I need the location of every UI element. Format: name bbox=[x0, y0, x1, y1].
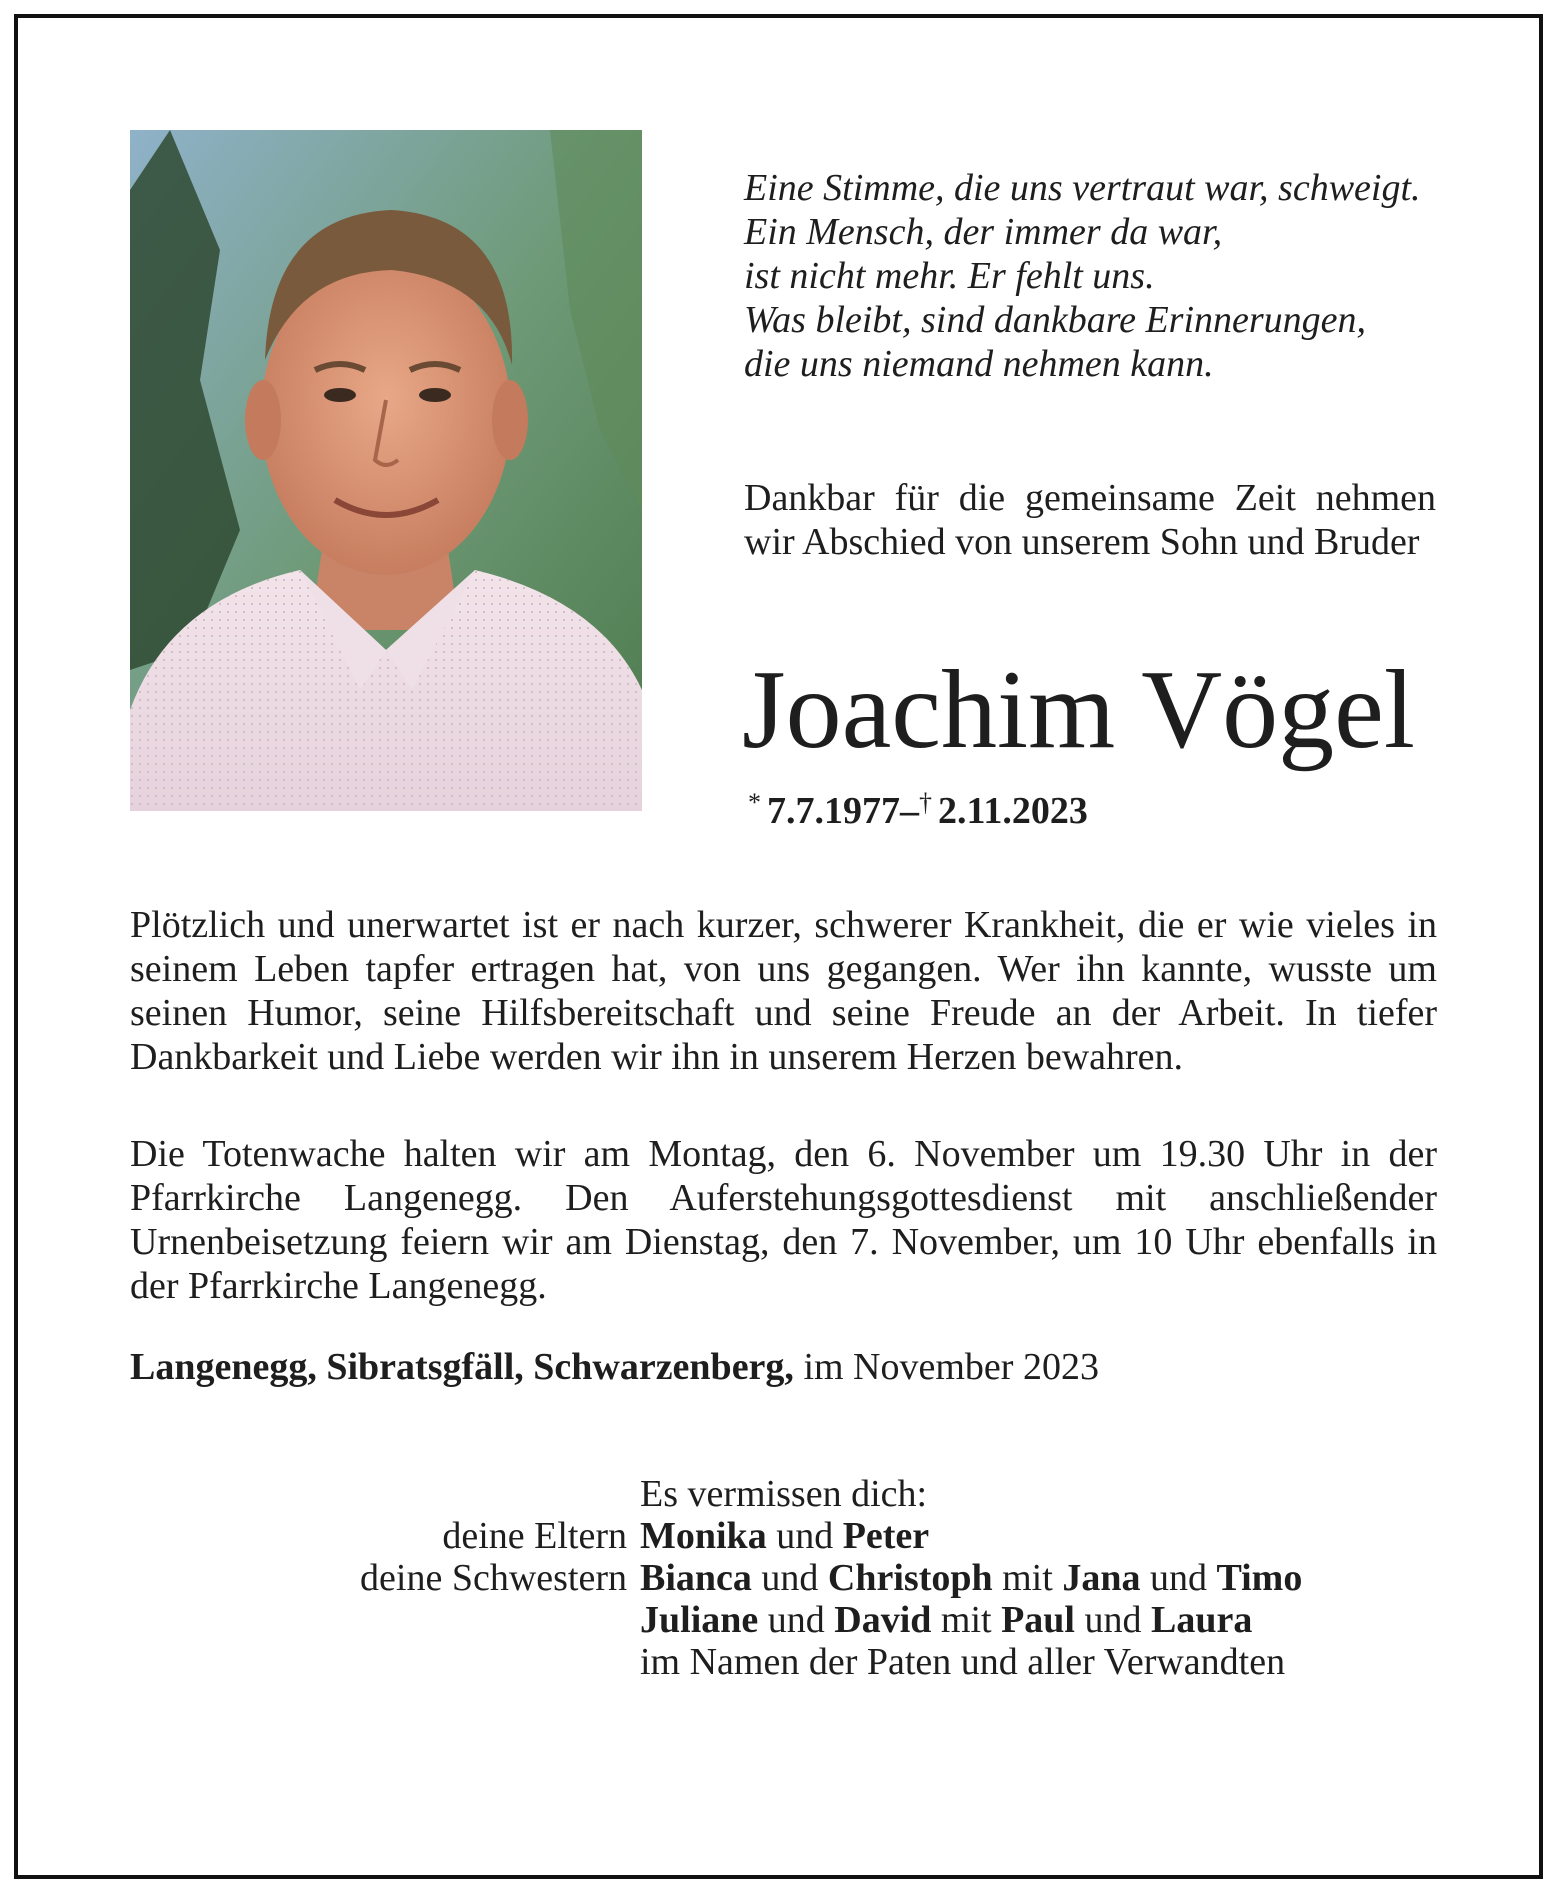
memorial-quote bbox=[744, 166, 1464, 386]
life-dates bbox=[748, 781, 1088, 833]
deceased-name: Joachim Vögel bbox=[742, 648, 1415, 772]
conjunction: und bbox=[767, 1599, 825, 1641]
portrait-photo bbox=[130, 130, 642, 811]
date-separator: – bbox=[900, 790, 919, 832]
quote-line: Ein Mensch, der immer da war, bbox=[744, 211, 1223, 253]
sibling-family-2 bbox=[640, 1598, 1252, 1642]
birth-date: 7.7.1977 bbox=[767, 790, 900, 832]
intro-text: Dankbar für die gemeinsame Zeit nehmen wir Abschied von unserem Sohn und Bruder bbox=[744, 477, 1436, 563]
conjunction: und bbox=[761, 1557, 819, 1599]
child-name: Paul bbox=[1001, 1599, 1075, 1641]
conjunction: und bbox=[776, 1515, 834, 1557]
child-name: Jana bbox=[1062, 1557, 1141, 1599]
parent-name: Peter bbox=[842, 1515, 930, 1557]
child-name: Laura bbox=[1150, 1599, 1253, 1641]
cross-icon: † bbox=[919, 788, 932, 817]
conjunction: und bbox=[1084, 1599, 1142, 1641]
siblings-label: deine Schwestern bbox=[360, 1557, 627, 1599]
parents-label: deine Eltern bbox=[442, 1515, 627, 1557]
sister-name: Bianca bbox=[640, 1557, 752, 1599]
star-icon: * bbox=[748, 788, 761, 817]
conjunction: und bbox=[1149, 1557, 1207, 1599]
closing-line: im Namen der Paten und aller Verwandten bbox=[640, 1641, 1286, 1683]
place-names: Langenegg, Sibratsgfäll, Schwarzenberg, bbox=[130, 1346, 794, 1388]
preposition: mit bbox=[1002, 1557, 1053, 1599]
siblings-row-2 bbox=[0, 1598, 1567, 1640]
sister-name: Juliane bbox=[640, 1599, 759, 1641]
portrait-image bbox=[130, 130, 642, 811]
parent-name: Monika bbox=[640, 1515, 767, 1557]
publication-date: im November 2023 bbox=[803, 1346, 1099, 1388]
quote-line: Eine Stimme, die uns vertraut war, schweigt. bbox=[744, 167, 1421, 209]
closing-row bbox=[0, 1640, 1567, 1682]
paragraph-ceremony: Die Totenwache halten wir am Montag, den 6. November um 19.30 Uhr in der Pfarrkirche Langenegg. Den Auferstehungsgottesdienst mit anschließender Urnenbeisetzung feiern wir am Dienstag, den 7. November, um 10 Uhr ebenfalls in der Pfarrkirche Langenegg. bbox=[130, 1133, 1437, 1307]
quote-line: ist nicht mehr. Er fehlt uns. bbox=[744, 255, 1155, 297]
preposition: mit bbox=[940, 1599, 992, 1641]
siblings-row bbox=[0, 1556, 1567, 1598]
mourners-heading-row bbox=[0, 1472, 1567, 1514]
mourners-block bbox=[0, 1472, 1567, 1682]
quote-line: Was bleibt, sind dankbare Erinnerungen, bbox=[744, 299, 1367, 341]
parents-names bbox=[640, 1514, 929, 1558]
death-date: 2.11.2023 bbox=[938, 790, 1088, 832]
sibling-family-1 bbox=[640, 1556, 1302, 1600]
partner-name: David bbox=[834, 1599, 932, 1641]
place-date-line bbox=[130, 1345, 1099, 1389]
parents-row bbox=[0, 1514, 1567, 1556]
quote-line: die uns niemand nehmen kann. bbox=[744, 343, 1214, 385]
paragraph-farewell: Plötzlich und unerwartet ist er nach kurzer, schwerer Krankheit, die er wie vieles in seinem Leben tapfer ertragen hat, von uns gegangen. Wer ihn kannte, wusste um seinen Humor, seine Hilfsbereitschaft und seine Freude an der Arbeit. In tiefer Dankbarkeit und Liebe werden wir ihn in unserem Herzen bewahren. bbox=[130, 904, 1437, 1078]
partner-name: Christoph bbox=[827, 1557, 993, 1599]
mourners-heading: Es vermissen dich: bbox=[640, 1473, 928, 1515]
child-name: Timo bbox=[1216, 1557, 1303, 1599]
